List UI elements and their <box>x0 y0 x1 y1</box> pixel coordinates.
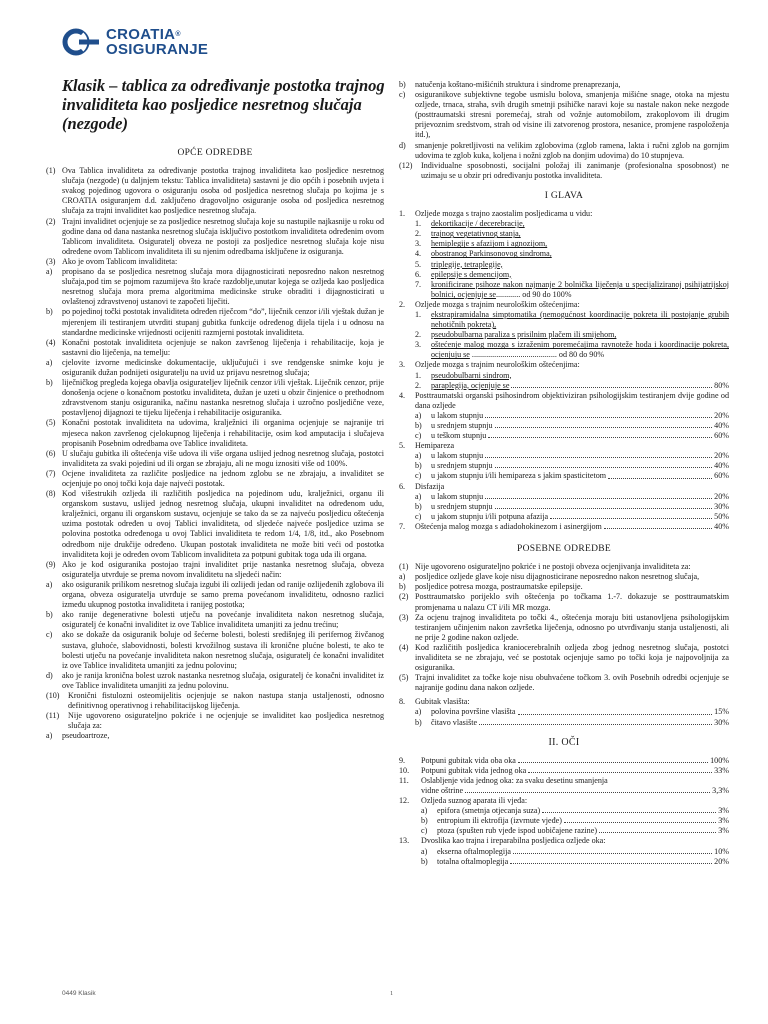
item-9: 9. Potpuni gubitak vida oba oka 100% <box>399 755 729 765</box>
sub-item: 2. trajnog vegetativnog stanja, <box>415 229 521 239</box>
sub-item: a) polovina površine vlasišta 15% <box>415 707 729 717</box>
item-5-sublist <box>415 451 729 481</box>
item-13: 13. Dvoslika kao trajna i ireparabilna posljedica ozljede oka: <box>399 836 606 846</box>
item-3-sublist <box>415 371 729 381</box>
right-column <box>399 80 729 867</box>
sub-item: 4. obostranog Parkinsonovog sindroma, <box>415 249 552 259</box>
list-item: a) pseudoartroze, <box>46 731 110 741</box>
list-item: b) posljedice potresa mozga, postraumatske epilepsije. <box>399 582 583 592</box>
sub-item: b) totalna oftalmoplegija 20% <box>421 856 729 866</box>
sub-item: a) u lakom stupnju 20% <box>415 451 729 461</box>
item-7: 7. Oštećenja malog mozga s adiadohokinezom i asinergijom 40% <box>399 521 729 531</box>
list-item: (3) Za ocjenu trajnog invaliditeta po točki 4., oštećenja moraju biti ustanovljena psihologijskim testiranjem učinjenim nakon završetka liječenja, odnosno po utvrđivanju stanja ustaljenosti, ali ne prije 2 godine nakon ozljede. <box>399 612 729 642</box>
sub-item: 2. pseudobulbarna paraliza s prisilnim plačem ili smijehom, <box>415 330 617 340</box>
sub-item: 6. epilepsije s demencijom, <box>415 269 512 279</box>
item-3-last: 2. paraplegija, ocjenjuje se 80% <box>415 380 729 390</box>
brand-name: CROATIA® OSIGURANJE <box>106 26 209 58</box>
list-item: (5) Konačni postotak invaliditeta na udovima, kralježnici ili organima ocjenjuje se najranije tri mjeseca nakon završenog cjelokupnog liječenja i rehabilitacije, osim kod amputacija i slučajeva propisanih Posebnim odredbama ove Tablice invaliditeta. <box>46 418 384 448</box>
item-8: 8. Gubitak vlasišta: <box>399 697 470 707</box>
list-item: a) posljedice ozljede glave koje nisu dijagnosticirane neposredno nakon nesretnog slučaja, <box>399 572 700 582</box>
sub-item: c) ptoza (spušten rub vjeđe ispod uobičajene razine) 3% <box>421 826 729 836</box>
item-1-last: 7. kronificirane psihoze nakon najmanje 2 bolnička liječenja u specijaliziranoj psihijatrijskoj bolnici, ocjenjuje se............ od 90 do 100% <box>415 279 729 299</box>
sub-item: c) u teškom stupnju 60% <box>415 431 729 441</box>
list-item: d) smanjenje pokretljivosti na velikim zglobovima (zglob ramena, lakta i ručni zglob na gornjim udovima te zglob kuka, koljena i nožni zglob na donjim udovima) do 10 stupnjeva. <box>399 140 729 160</box>
general-provisions-list <box>46 166 384 741</box>
list-item: a) propisano da se posljedica nesretnog slučaja mora dijagnosticirati neposredno nakon nesretnog slučaja,pod tim se pojmom razumijeva što kraće razdoblje,unutar kojega se ozljeda kao posljedica nesretnog slučaja mora prema algoritmima medicinske struke obraditi i dijagnosticirati u ovlaštenoj zdravstvenoj ustanovi te započeti liječiti. <box>46 267 384 307</box>
section-heading-glava-1: I GLAVA <box>544 190 584 201</box>
sub-item: a) u lakom stupnju 20% <box>415 491 729 501</box>
sub-item: a) epifora (smetnja otjecanja suza) 3% <box>421 806 729 816</box>
document-title: Klasik – tablica za određivanje postotka trajnog invaliditeta kao posljedice nesretnog slučaja (nezgode) <box>62 76 385 133</box>
list-item: (7) Ocjene invaliditeta za različite posljedice na jednom zglobu se ne zbrajaju, a invaliditet se ocjenjuje po onoj točki koja daje najveći postotak. <box>46 468 384 488</box>
sub-item: b) čitavo vlasište 30% <box>415 717 729 727</box>
sub-item: c) u jakom stupnju i/ili potpuna afazija 50% <box>415 511 729 521</box>
item-2-last: 3. oštećenje malog mozga s izraženim poremećajima ravnoteže hoda i koordinacije pokreta, ocjenjuju se .......................................... od 80 do 90% <box>415 340 729 360</box>
list-item: c) ako se dokaže da osiguranik boluje od šećerne bolesti, bolesti središnjeg ili perifernog živčanog sustava, gluhoće, slabovidnosti, bolesti krvožilnog sustava ili kronične plućne bolesti, te ako te bolesti utječu na povećanje invaliditeta nakon nesretnog slučaja, osiguratelj će konačni invaliditet iz ove Tablice invaliditeta umanjiti za jednu polovinu; <box>46 630 384 670</box>
list-item: d) ako je ranija kronična bolest uzrok nastanka nesretnog slučaja, osiguratelj će konačni invaliditet iz ove Tablice invaliditeta umanjiti za jednu polovinu. <box>46 670 384 690</box>
sub-item: c) u jakom stupnju i/ili hemipareza s jakim spasticitetom 60% <box>415 471 729 481</box>
list-item: (12) Individualne sposobnosti, socijalni položaj ili zanimanje (profesionalna sposobnost) ne uzimaju se u obzir pri određivanju postotka invaliditeta. <box>399 160 729 180</box>
list-item: b) natučenja koštano-mišićnih struktura i sindrome prenaprezanja, <box>399 80 621 89</box>
sub-item: 1. ekstrapiramidalna simptomatika (nemogućnost koordinacije pokreta ili postojanje grubih nehotičnih pokreta), <box>415 309 729 330</box>
sub-item: 3. hemiplegije s afazijom i agnozijom, <box>415 239 548 249</box>
croatia-logo-icon <box>62 26 102 58</box>
item-2: 2. Ozljede mozga s trajnim neurološkim oštećenjima: <box>399 299 580 309</box>
page-number: 1 <box>390 990 394 997</box>
sub-item: 5. triplegije, tetraplegije, <box>415 259 503 269</box>
item-5: 5. Hemipareza <box>399 441 455 451</box>
list-item: a) cjelovite izvorne medicinske dokumentacije, uključujući i sve rendgenske snimke koju je osiguranik dužan podnijeti osiguratelju na uvid uz prijavu nesretnog slučaja; <box>46 357 384 377</box>
item-6: 6. Disfazija <box>399 481 445 491</box>
item-1: 1. Ozljede mozga s trajno zaostalim posljedicama u vidu: <box>399 209 593 219</box>
list-item: (2) Posttraumatsko porijeklo svih oštećenja po točkama 1.-7. dokazuje se posttraumatskim promjenama u nalazu CT i/ili MR mozga. <box>399 592 729 612</box>
list-item: (5) Trajni invaliditet za točke koje nisu obuhvaćene točkom 3. ovih Posebnih odredbi ocjenjuje se najranije godinu dana nakon ozljede. <box>399 673 729 693</box>
list-item: (9) Ako je kod osiguranika postojao trajni invaliditet prije nastanka nesretnog slučaja, obveza osiguratelja utvrđuje se prema novom invaliditetu na sljedeći način: <box>46 559 384 579</box>
list-item: (4) Kod različitih posljedica kraniocerebralnih ozljeda zbog jednog nesretnog slučaja, postotci invaliditeta se ne zbrajaju, već se postotak ocjenjuje samo po točki koja je najpovoljnija za osiguranika. <box>399 642 729 673</box>
sub-item: b) u srednjem stupnju 40% <box>415 421 729 430</box>
list-item: (1) Nije ugovoreno osigurateljno pokriće i ne postoji obveza ocjenjivanja invaliditeta za: <box>399 562 691 572</box>
item-10: 10. Potpuni gubitak vida jednog oka 33% <box>399 765 729 775</box>
sub-item: 1. pseudobulbarni sindrom, <box>415 370 512 380</box>
section-heading-eyes: II. OČI <box>548 736 580 748</box>
item-11: 11. Oslabljenje vida jednog oka: za svaku desetinu smanjenja vidne oštrine 3,3% <box>399 775 729 795</box>
item-3: 3. Ozljede mozga s trajnim neurološkim oštećenjima: <box>399 360 580 370</box>
document-code: 0449 Klasik <box>62 990 96 997</box>
list-item: a) ako osiguranik prilikom nesretnog slučaja izgubi ili ozlijedi jedan od ranije ozlijeđenih zglobova ili organa, obveza osiguratelja utvrđuje se samo prema povećanom invaliditetu, odnosno razlici između ukupnog postotka invaliditeta i ranijeg postotka; <box>46 579 384 610</box>
list-item: (3) Ako je ovom Tablicom invaliditeta: <box>46 256 178 266</box>
left-column <box>46 142 384 741</box>
item-6-sublist <box>415 492 729 522</box>
list-item: b) po pojedinoj točki postotak invaliditeta određen riječcom “do”, liječnik cenzor i/ili vještak dužan je mjerenjem ili testiranjem utvrditi stupanj gubitka funkcije određenog dijela tijela i u odnosu na standardne medicinske vrijednosti ocijeniti razmjerni postotak invaliditeta. <box>46 307 384 337</box>
sub-item: 1. dekortikacije / decerebracije, <box>415 219 525 229</box>
sub-item: b) u srednjem stupnju 30% <box>415 501 729 511</box>
item-12: 12. Ozljeda suznog aparata ili vjeđa: <box>399 796 528 806</box>
sub-item: b) entropium ili ektrofija (izvrnute vjeđe) 3% <box>421 816 729 826</box>
item-2-sublist <box>415 310 729 340</box>
list-item: (8) Kod višestrukih ozljeda ili različitih posljedica na pojedinom udu, kralježnici, organu ili organskom sustavu, uslijed jednog nesretnog slučaja, ukupni invaliditet na određenom udu, kralježnici, organu ili organskom sustavu, ocjenjuje se tako da se za najveću posljedicu oštećenja uzima postotak određen u ovoj Tablici invaliditeta, od sljedeće najveće posljedice uzima se polovina postotka određenoga u ovoj Tablici invaliditeta te redom 1/4, 1/8, itd., ako Posebnom odredbom nije drukčije određeno. Ukupan postotak invaliditeta ne može biti veći od postotka invaliditeta koji je određen ovom Tablicom invaliditeta za potpuni gubitak toga uda ili organa. <box>46 489 384 559</box>
sub-item: b) u srednjem stupnju 40% <box>415 461 729 471</box>
section-heading-special: POSEBNE ODREDBE <box>517 544 611 555</box>
list-item: (6) U slučaju gubitka ili oštećenja više udova ili više organa uslijed jednog nesretnog slučaja, postotci invaliditeta za svaki pojedini ud ili organ se zbrajaju, ali ne mogu iznositi više od 100%. <box>46 448 384 468</box>
item-12-sublist <box>421 806 729 836</box>
item-4: 4. Posttraumatski organski psihosindrom objektiviziran psihologijskim testiranjem dvije godine od dana ozljede <box>399 390 729 410</box>
item-4-sublist <box>415 411 729 441</box>
list-item: (4) Konačni postotak invaliditeta ocjenjuje se nakon završenog liječenja i rehabilitacije, koja je sastavni dio liječenja, na temelju: <box>46 337 384 357</box>
special-provisions-list <box>399 562 729 693</box>
item-8-sublist <box>415 707 729 727</box>
list-item: (11) Nije ugovoreno osigurateljno pokriće i ne ocjenjuje se invaliditet kao posljedica nesretnog slučaja za: <box>46 711 384 731</box>
list-item: (2) Trajni invaliditet ocjenjuje se za posljedice nesretnog slučaja koje su nastupile najkasnije u roku od godine dana od dana nastanka nesretnog slučaja isključivo postotkom invaliditeta određenim ovom Tablicom invaliditeta. Osiguratelj obveza ne postoji za posljedice nesretnog slučaja koje nisu određene ovom Tablicom invaliditeta ili su njenim odredbama isključene iz osiguranja. <box>46 216 384 256</box>
sub-item: a) u lakom stupnju 20% <box>415 410 729 420</box>
list-item: c) osiguranikove subjektivne tegobe usmislu bolova, smanjenja mišićne snage, otoka na mjestu ozljede, trnaca, straha, svih drugih smetnji psihičke naravi koje su nastale nakon neke nezgode (posttraumatski stresni poremećaj, strah od vožnje automobilom, zrakoplovom ili drugim prijevoznim sredstvom, strah od visine ili zatvorenog prostora, nesanice, promjene raspoloženja itd.), <box>399 90 729 140</box>
section-heading-general: OPĆE ODREDBE <box>177 148 253 158</box>
list-item: b) ako ranije degenerativne bolesti utječu na povećanje invaliditeta nakon nesretnog slučaja, osiguratelj će konačni invaliditet iz ove Tablice invaliditeta umanjiti za jednu trećinu; <box>46 610 384 630</box>
sub-item: a) ekserna oftalmoplegija 10% <box>421 846 729 856</box>
item-13-sublist <box>421 847 729 867</box>
exclusions-continued-list <box>399 80 729 181</box>
item-1-sublist <box>415 219 729 280</box>
company-logo <box>62 26 208 58</box>
list-item: (10) Kronični fistulozni osteomijelitis ocjenjuje se nakon nastupa stanja ustaljenosti, odnosno definitivnog operativnog i rehabilitacijskog liječenja. <box>46 690 384 711</box>
list-item: (1) Ova Tablica invaliditeta za određivanje postotka trajnog invaliditeta kao posljedice nesretnog slučaja (nezgode) (u daljnjem tekstu: Tablica invaliditeta) sastavni je dio općih i posebnih uvjeta i svakog pojedinog ugovora o osiguranju osoba od posljedica nesretnog slučaja po kojima je s CROATIA osiguranjem d.d. zaključeno dragovoljno osiguranje osoba od posljedica nesretnog slučaja za trajni invaliditet kao posljedice nesretnog slučaja. <box>46 166 384 216</box>
list-item: b) liječničkog pregleda kojega obavlja osigurateljev liječnik cenzor i/ili vještak. Liječnik cenzor, prije donošenja ocjene o konačnom postotku invaliditeta, dužan je uzeti u obzir činjenice o prethodnom zdravstvenom stanju osiguranika, načinu nastanka nesretnog slučaja i uzročno posljedične veze, postavljenoj dijagnozi te tijeku liječenja i rehabilitacije osiguranika. <box>46 378 384 418</box>
